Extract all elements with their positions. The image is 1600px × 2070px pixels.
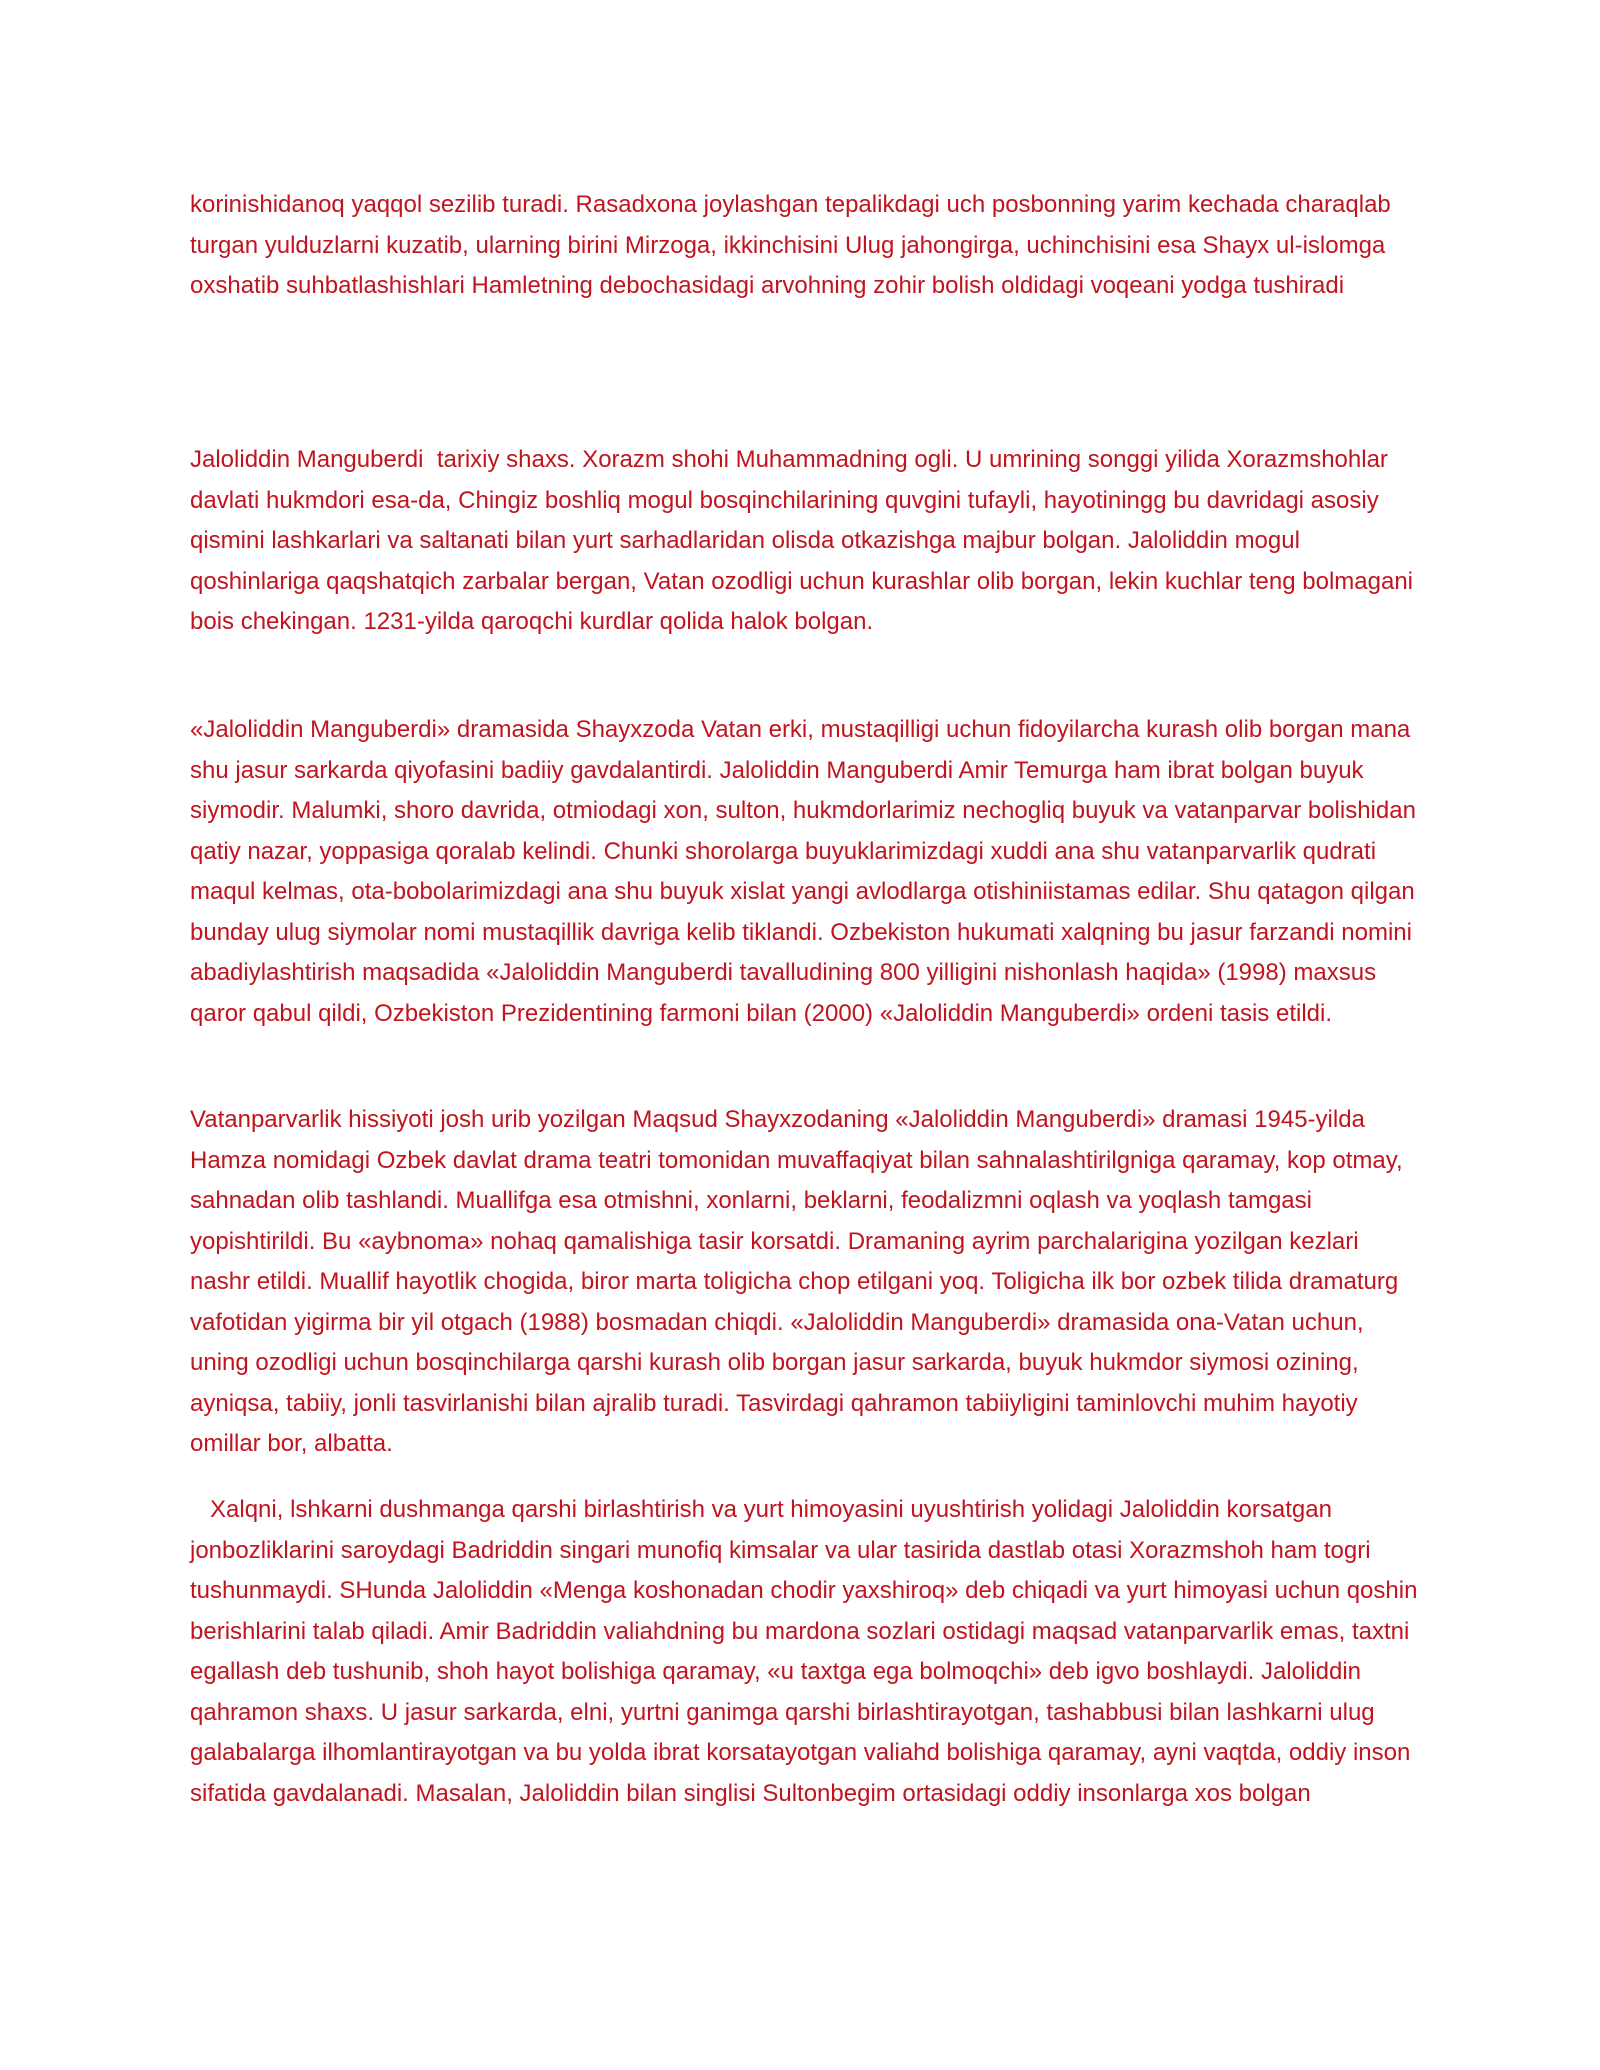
paragraph-text: korinishidanoq yaqqol sezilib turadi. Rasadxona joylashgan tepalikdagi uch posbonning yarim kechada charaqlab turgan yulduzlarni kuzatib, ularning birini Mirzoga, ikkinchisini Ulug jahongirga, uchinchisini esa Shayx ul-islomga oxshatib suhbatlashishlari Hamletning debochasidagi arvohning zohir bolish oldidagi voqeani yodga tushiradi [190,191,1398,299]
paragraph-2 [190,440,1425,643]
paragraph-text: Xalqni, lshkarni dushmanga qarshi birlashtirish va yurt himoyasini uyushtirish yolidagi Jaloliddin korsatgan jonbozliklarini saroydagi Badriddin singari munofiq kimsalar va ular tasirida dastlab otasi Xorazmshoh ham togri tushunmaydi. SHunda Jaloliddin «Menga koshonadan chodir yaxshiroq» deb chiqadi va yurt himoyasi uchun qoshin berishlarini talab qiladi. Amir Badriddin valiahdning bu mardona sozlari ostidagi maqsad vatanparvarlik emas, taxtni egallash deb tushunib, shoh hayot bolishiga qaramay, «u taxtga ega bolmoqchi» deb igvo boshlaydi. Jaloliddin qahramon shaxs. U jasur sarkarda, elni, yurtni ganimga qarshi birlashtirayotgan, tashabbusi bilan lashkarni ulug galabalarga ilhomlantirayotgan va bu yolda ibrat korsatayotgan valiahd bolishiga qaramay, ayni vaqtda, oddiy inson sifatida gavdalanadi. Masalan, Jaloliddin bilan singlisi Sultonbegim ortasidagi oddiy insonlarga xos bolgan [190,1496,1425,1807]
paragraph-text: «Jaloliddin Manguberdi» dramasida Shayxzoda Vatan erki, mustaqilligi uchun fidoyilarcha kurash olib borgan mana shu jasur sarkarda qiyofasini badiiy gavdalantirdi. Jaloliddin Manguberdi Amir Temurga ham ibrat bolgan buyuk siymodir. Malumki, shoro davrida, otmiodagi xon, sulton, hukmdorlarimiz nechogliq buyuk va vatanparvar bolishidan qatiy nazar, yoppasiga qoralab kelindi. Chunki shorolarga buyuklarimizdagi xuddi ana shu vatanparvarlik qudrati maqul kelmas, ota-bobolarimizdagi ana shu buyuk xislat yangi avlodlarga otishiniistamas edilar. Shu qatagon qilgan bunday ulug siymolar nomi mustaqillik davriga kelib tiklandi. Ozbekiston hukumati xalqning bu jasur farzandi nomini abadiylashtirish maqsadida «Jaloliddin Manguberdi tavalludining 800 yilligini nishonlash haqida» (1998) maxsus qaror qabul qildi, Ozbekiston Prezidentining farmoni bilan (2000) «Jaloliddin Manguberdi» ordeni tasis etildi. [190,716,1423,1027]
paragraph-1 [190,185,1425,307]
paragraph-text: Jaloliddin Manguberdi tarixiy shaxs. Xorazm shohi Muhammadning ogli. U umrining songgi yilida Xorazmshohlar davlati hukmdori esa-da, Chingiz boshliq mogul bosqinchilarining quvgini tufayli, hayotiningg bu davridagi asosiy qismini lashkarlari va saltanati bilan yurt sarhadlaridan olisda otkazishga majbur bolgan. Jaloliddin mogul qoshinlariga qaqshatqich zarbalar bergan, Vatan ozodligi uchun kurashlar olib borgan, lekin kuchlar teng bolmagani bois chekingan. 1231-yilda qaroqchi kurdlar qolida halok bolgan. [190,446,1420,635]
paragraph-text: Vatanparvarlik hissiyoti josh urib yozilgan Maqsud Shayxzodaning «Jaloliddin Manguberdi» dramasi 1945-yilda Hamza nomidagi Ozbek davlat drama teatri tomonidan muvaffaqiyat bilan sahnalashtirilgniga qaramay, kop otmay, sahnadan olib tashlandi. Muallifga esa otmishni, xonlarni, beklarni, feodalizmni oqlash va yoqlash tamgasi yopishtirildi. Bu «aybnoma» nohaq qamalishiga tasir korsatdi. Dramaning ayrim parchalarigina yozilgan kezlari nashr etildi. Muallif hayotlik chogida, biror marta toligicha chop etilgani yoq. Toligicha ilk bor ozbek tilida dramaturg vafotidan yigirma bir yil otgach (1988) bosmadan chiqdi. «Jaloliddin Manguberdi» dramasida ona-Vatan uchun, uning ozodligi uchun bosqinchilarga qarshi kurash olib borgan jasur sarkarda, buyuk hukmdor siymosi ozining, ayniqsa, tabiiy, jonli tasvirlanishi bilan ajralib turadi. Tasvirdagi qahramon tabiiyligini taminlovchi muhim hayotiy omillar bor, albatta. [190,1106,1410,1457]
paragraph-5 [190,1490,1425,1814]
paragraph-3 [190,710,1425,1034]
paragraph-4 [190,1100,1425,1465]
